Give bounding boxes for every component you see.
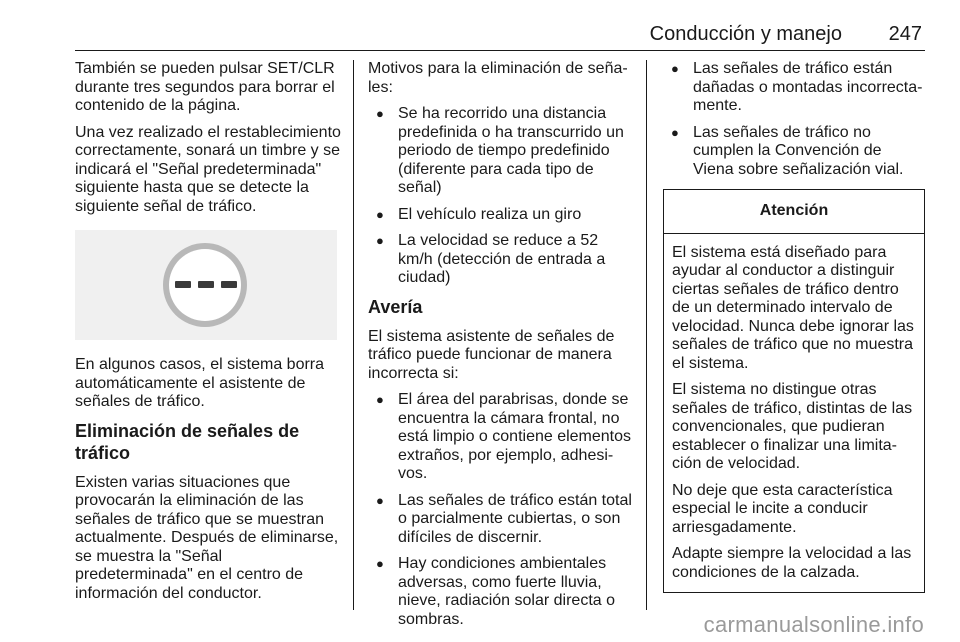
reasons-list <box>368 105 636 288</box>
list-item: ● La velocidad se reduce a 52 km/h (detección de entrada a ciudad) <box>368 232 636 288</box>
faults-list-continued <box>663 60 925 179</box>
page-header <box>0 0 960 50</box>
column-1 <box>75 60 343 611</box>
paragraph-set-clr: También se pueden pulsar SET/CLR durante tres segundos para borrar el contenido de la página. <box>75 60 335 114</box>
list-item: ● Las señales de tráfico están total o parcialmente cubiertas, o son difíciles de discernir. <box>368 492 636 548</box>
heading-sign-removal: Eliminación de señales de tráfico <box>75 420 300 463</box>
column-3 <box>663 60 925 593</box>
paragraph-reasons-intro: Motivos para la eliminación de señales: <box>368 60 628 96</box>
column-separator <box>646 60 647 610</box>
list-item: ● Las señales de tráfico están dañadas o montadas incorrectamente. <box>663 60 925 116</box>
warning-paragraph: No deje que esta característica especial le incite a conducir arriesgadamente. <box>672 481 893 536</box>
watermark: carmanualsonline.info <box>703 612 924 637</box>
list-item: ● Se ha recorrido una distancia predefinida o ha transcurrido un periodo de tiempo predefinido (diferente para cada tipo de señal) <box>368 105 636 198</box>
warning-paragraph: El sistema no distingue otras señales de tráfico, distintas de las convencionales, que pudieran establecer o finalizar una limitación de velocidad. <box>672 381 913 472</box>
column-2 <box>368 60 636 637</box>
warning-title: Atención <box>664 190 924 234</box>
header-rule <box>75 50 925 51</box>
column-separator <box>353 60 354 610</box>
warning-body <box>664 234 924 593</box>
list-item: ● El área del parabrisas, donde se encuentra la cámara frontal, no está limpio o contiene elementos extraños, por ejemplo, adhesivos. <box>368 391 636 484</box>
page-number: 247 <box>888 23 922 45</box>
paragraph-removal: Existen varias situaciones que provocarán la eliminación de las señales de tráfico que se muestran actualmente. Después de eliminarse, se muestra la "Señal predeterminada" en el centro de información del conductor. <box>75 473 339 602</box>
faults-list <box>368 391 636 629</box>
list-item: ● Hay condiciones ambientales adversas, como fuerte lluvia, nieve, radiación solar directa o sombras. <box>368 555 636 629</box>
warning-paragraph: El sistema está diseñado para ayudar al conductor a distinguir ciertas señales de tráfico dentro de un determinado intervalo de velocidad. Nunca debe ignorar las señales de tráfico que no muestra el sistema. <box>672 243 914 372</box>
heading-fault: Avería <box>368 296 423 317</box>
warning-paragraph: Adapte siempre la velocidad a las condiciones de la calzada. <box>672 545 912 581</box>
no-limit-sign-icon <box>75 230 337 340</box>
paragraph-fault-intro: El sistema asistente de señales de tráfico puede funcionar de manera incorrecta si: <box>368 327 615 382</box>
default-sign-figure <box>75 230 337 340</box>
list-item: ● Las señales de tráfico no cumplen la Convención de Viena sobre señalización vial. <box>663 124 925 180</box>
section-title: Conducción y manejo <box>649 23 842 45</box>
paragraph-reset: Una vez realizado el restablecimiento correctamente, sonará un timbre y se indicará el "Señal predeterminada" siguiente hasta que se detecte la siguiente señal de tráfico. <box>75 123 341 215</box>
list-item: ● El vehículo realiza un giro <box>368 206 636 225</box>
paragraph-auto-clear: En algunos casos, el sistema borra automáticamente el asistente de señales de tráfico. <box>75 356 325 410</box>
warning-box <box>663 189 925 593</box>
